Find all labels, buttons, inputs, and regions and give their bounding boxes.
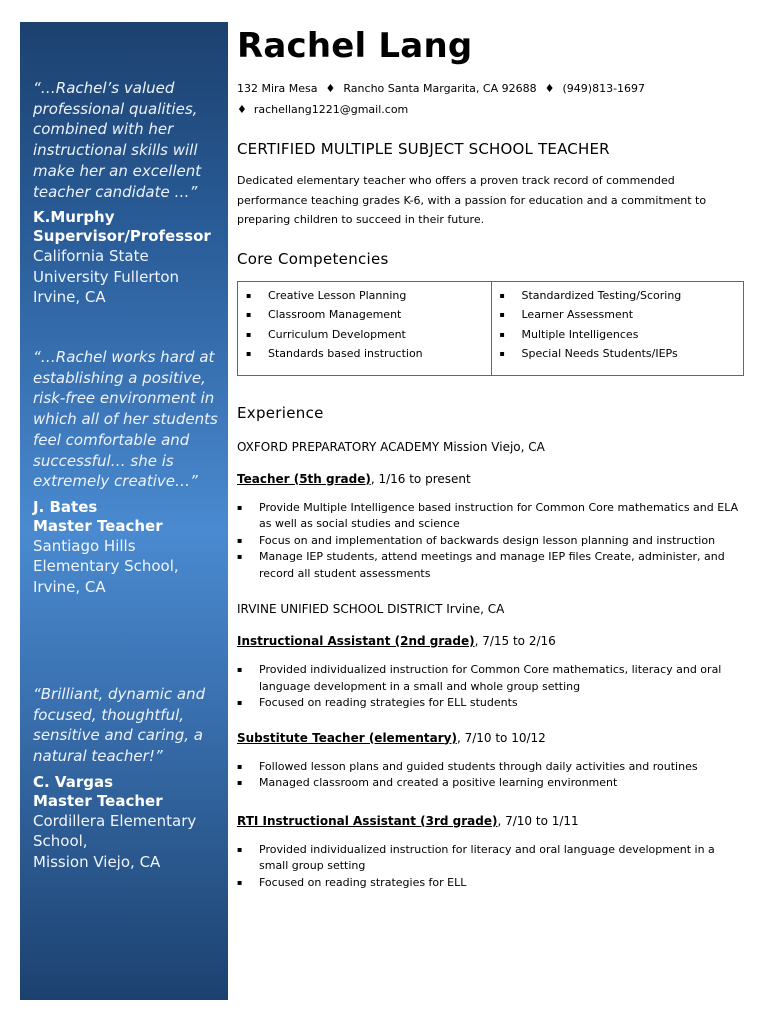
job-4-bullets [237,842,742,892]
phone: (949)813-1697 [562,82,646,95]
job-title: RTI Instructional Assistant (3rd grade) [237,813,498,828]
employer-2: IRVINE UNIFIED SCHOOL DISTRICT Irvine, CA [237,602,505,616]
testimonial-role: Master Teacher [33,791,163,810]
testimonial-name: K.Murphy [33,208,115,227]
job-dates: , 7/10 to 10/12 [456,730,546,745]
job-title: Instructional Assistant (2nd grade) [237,634,475,648]
list-item: ▪ Provided individualized instruction for literacy and oral language development in a small group setting [237,842,742,875]
competency-item: ▪ Multiple Intelligences [500,325,744,345]
job-4 [237,814,742,828]
testimonial-role: Master Teacher [33,516,163,535]
list-item: ▪ Focused on reading strategies for ELL students [237,695,742,712]
diamond-separator-icon: ♦ [544,82,555,95]
testimonial-2 [33,347,222,597]
testimonial-org-line: Elementary School, [33,557,179,576]
competencies-heading: Core Competencies [237,249,389,268]
testimonial-quote: “Brilliant, dynamic and focused, thoughtful, sensitive and caring, a natural teacher!” [33,685,206,766]
diamond-separator-icon: ♦ [325,82,336,95]
competency-item: ▪ Classroom Management [246,305,491,325]
list-item: ▪ Provided individualized instruction for Common Core mathematics, literacy and oral language development in a small and whole group setting [237,662,742,695]
job-3-bullets [237,759,742,792]
list-item: ▪ Provide Multiple Intelligence based instruction for Common Core mathematics and ELA as well as social studies and science [237,500,742,533]
testimonial-org-line: California State [33,247,149,266]
job-dates: , 7/15 to 2/16 [474,634,556,648]
competency-item: ▪ Curriculum Development [246,325,491,345]
job-2 [237,634,742,648]
job-dates: , 1/16 to present [370,471,471,486]
testimonial-quote: “…Rachel works hard at establishing a positive, risk-free environment in which all of her students feel comfortable and successful… she is extremely creative…” [33,348,218,491]
testimonial-org-line: Santiago Hills [33,536,136,555]
job-dates: , 7/10 to 1/11 [497,813,579,828]
employer-1: OXFORD PREPARATORY ACADEMY Mission Viejo, CA [237,439,545,454]
testimonial-org-line: Mission Viejo, CA [33,852,161,871]
testimonial-name: C. Vargas [33,772,114,791]
competencies-right-column [491,282,744,375]
testimonial-org-line: Irvine, CA [33,577,106,596]
list-item: ▪ Followed lesson plans and guided students through daily activities and routines [237,759,742,776]
competencies-left-column [238,282,491,375]
testimonial-quote: “…Rachel’s valued professional qualities, combined with her instructional skills will make her an excellent teacher candidate …” [33,79,202,201]
competency-item: ▪ Creative Lesson Planning [246,286,491,306]
competency-item: ▪ Standards based instruction [246,344,491,364]
summary: Dedicated elementary teacher who offers a proven track record of commended performance teaching grades K-6, with a passion for education and a commitment to preparing children to succeed in their future. [237,174,707,226]
list-item: ▪ Focus on and implementation of backwards design lesson planning and instruction [237,533,742,550]
testimonial-name: J. Bates [33,497,98,516]
testimonial-1 [33,78,222,308]
testimonial-org-line: Cordillera Elementary [33,811,197,830]
headline: CERTIFIED MULTIPLE SUBJECT SCHOOL TEACHER [237,140,610,158]
contact-info [237,78,742,120]
address: 132 Mira Mesa [237,82,318,95]
job-title: Substitute Teacher (elementary) [237,730,457,745]
testimonial-role: Supervisor/Professor [33,227,211,246]
list-item: ▪ Managed classroom and created a positive learning environment [237,775,742,792]
testimonials-sidebar [20,22,228,1000]
email: rachellang1221@gmail.com [253,103,409,116]
experience-heading: Experience [237,403,324,422]
competency-item: ▪ Standardized Testing/Scoring [500,286,744,306]
diamond-separator-icon: ♦ [237,103,247,116]
testimonial-org-line: School, [33,832,88,851]
job-1-bullets [237,500,742,583]
competency-item: ▪ Learner Assessment [500,305,744,325]
job-1 [237,472,742,486]
testimonial-org-line: Irvine, CA [33,288,106,307]
job-title: Teacher (5th grade) [237,471,371,486]
competencies-table [237,281,744,376]
job-3 [237,731,742,745]
resume-main [237,24,742,891]
competency-item: ▪ Special Needs Students/IEPs [500,344,744,364]
testimonial-3 [33,684,222,872]
list-item: ▪ Manage IEP students, attend meetings and manage IEP files Create, administer, and record all student assessments [237,549,742,582]
city: Rancho Santa Margarita, CA 92688 [343,82,537,95]
testimonial-org-line: University Fullerton [33,267,180,286]
list-item: ▪ Focused on reading strategies for ELL [237,875,742,892]
job-2-bullets [237,662,742,712]
candidate-name: Rachel Lang [237,26,473,66]
